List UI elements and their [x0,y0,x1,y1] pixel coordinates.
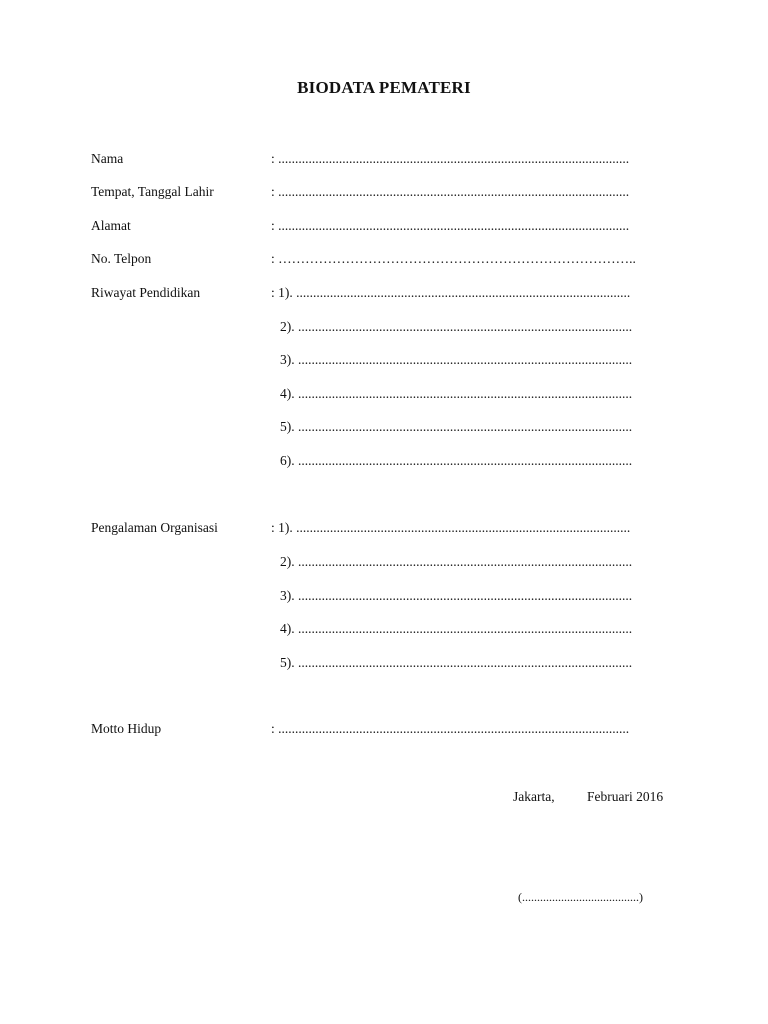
organisasi-item: 2). ................................................................................................... [280,554,633,569]
motto-label: Motto Hidup [91,721,162,736]
signature-line: (.......................................) [518,890,643,904]
organisasi-label: Pengalaman Organisasi [91,520,218,535]
pendidikan-item: 4). ................................................................................................... [280,386,633,401]
pendidikan-item: 3). ................................................................................................... [280,352,633,367]
organisasi-item: : 1). ................................................................................................... [271,520,631,535]
telpon-label: No. Telpon [91,251,152,266]
alamat-field: : ........................................................................................................ [271,218,630,233]
signoff-date: Februari 2016 [587,789,664,804]
organisasi-item: 4). ................................................................................................... [280,621,633,636]
motto-field: : ........................................................................................................ [271,721,630,736]
pendidikan-item: 5). ................................................................................................... [280,419,633,434]
nama-label: Nama [91,151,124,166]
ttl-label: Tempat, Tanggal Lahir [91,184,214,199]
nama-field: : ........................................................................................................ [271,151,630,166]
ttl-field: : ........................................................................................................ [271,184,630,199]
signoff-city: Jakarta, [513,789,555,804]
organisasi-item: 5). ................................................................................................... [280,655,633,670]
pendidikan-item: 2). ................................................................................................... [280,319,633,334]
pendidikan-item: 6). ................................................................................................... [280,453,633,468]
page-title: BIODATA PEMATERI [297,78,471,97]
telpon-field: : …………………………………………………………………….. [271,251,636,266]
alamat-label: Alamat [91,218,131,233]
pendidikan-label: Riwayat Pendidikan [91,285,201,300]
organisasi-item: 3). ................................................................................................... [280,588,633,603]
pendidikan-item: : 1). ................................................................................................... [271,285,631,300]
